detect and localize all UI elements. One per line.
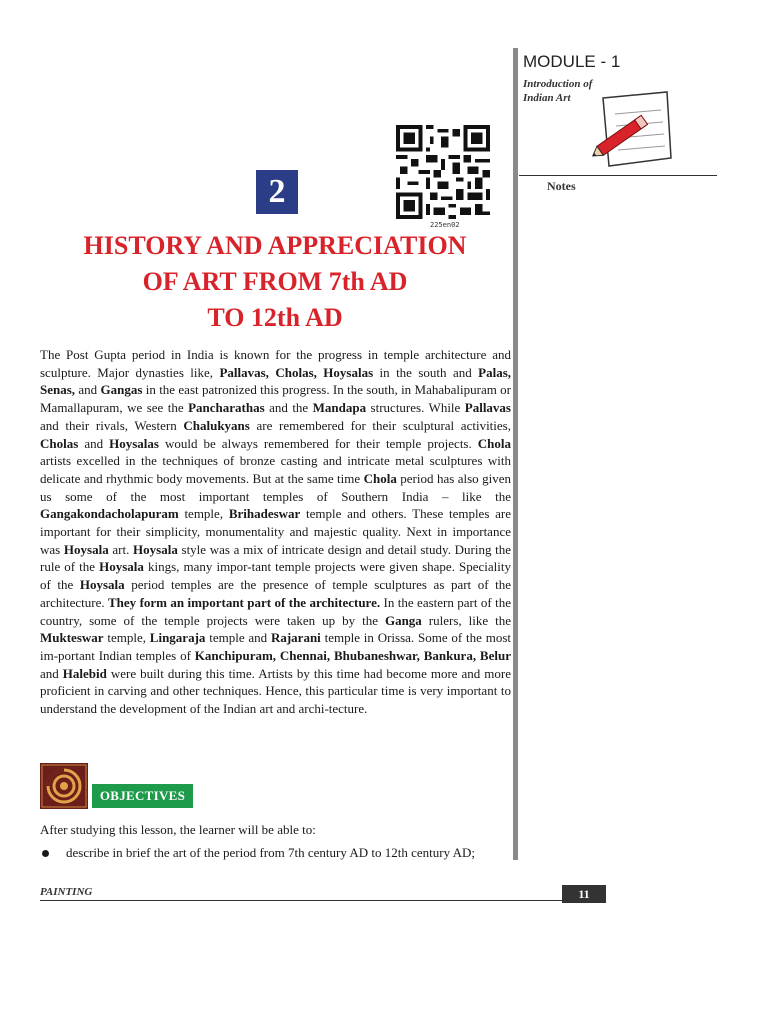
body-bold-run: Halebid	[62, 665, 107, 681]
page-number: 11	[562, 885, 606, 903]
body-text-run: and their rivals, Western	[40, 417, 184, 433]
body-text-run: would be always remembered for their temple projects.	[158, 435, 478, 451]
body-text-run: kings, many impor-tant temple projects were given shape. Speciality of the	[40, 559, 512, 593]
chapter-title-line2: OF ART FROM 7th AD	[142, 267, 408, 296]
body-text-run: period has also given us some of the most important temples of Southern India – like the	[40, 470, 511, 504]
pencil-notepad-icon	[585, 84, 675, 174]
target-spiral-icon	[40, 763, 88, 809]
body-text-run: temple in Orissa. Some of the most im-portant Indian temples of	[40, 630, 511, 663]
objectives-badge: OBJECTIVES	[92, 784, 193, 808]
body-bold-run: Rajarani	[270, 630, 321, 646]
chapter-title	[40, 228, 510, 336]
body-text-run: and	[78, 435, 110, 451]
body-bold-run: Pallavas	[464, 400, 511, 416]
body-bold-run: Gangas	[100, 382, 143, 398]
body-text-run: were built during this time. Artists by this time had become more and more proficient in carving and other techniques. Hence, this particular time is very important to understand the development of the Indian art and archi-tecture.	[40, 665, 511, 717]
body-text-run: temple,	[103, 630, 150, 646]
body-text-run: style was a mix of intricate design and detail study. During the rule of the	[40, 541, 512, 575]
body-bold-run: Hoysala	[79, 577, 125, 593]
chapter-number: 2	[256, 170, 298, 214]
footer-subject: PAINTING	[40, 886, 93, 898]
body-bold-run: Chalukyans	[183, 417, 250, 433]
notes-label: Notes	[547, 179, 576, 193]
body-bold-run: Chola	[477, 435, 511, 451]
body-text-run: in the south and	[373, 364, 479, 380]
objective-item: describe in brief the art of the period from 7th century AD to 12th century AD;	[66, 845, 476, 860]
body-bold-run: Hoysala	[63, 541, 109, 557]
body-bold-run: Brihadeswar	[228, 506, 301, 522]
body-text-run: art.	[108, 541, 134, 557]
body-text-run: in the east patronized this progress. In the south, in Mahabalipuram or Mamallapuram, we see the	[40, 382, 511, 416]
qr-code-icon	[396, 125, 490, 219]
body-text-run: artists excelled in the techniques of bronze casting and intricate metal sculptures with delicate and rhythmic body movements. But at the same time	[40, 453, 511, 486]
body-bold-run: Ganga	[384, 612, 422, 628]
body-text-run: and the	[264, 400, 313, 416]
objectives-intro: After studying this lesson, the learner will be able to:	[40, 822, 316, 837]
module-subtitle-line1: Introduction of	[523, 78, 593, 90]
body-bold-run: Palas, Senas,	[40, 364, 512, 398]
body-text-run: In the eastern part of the country, some of the temple projects were taken up by the	[40, 594, 511, 628]
qr-caption: 225en02	[430, 221, 460, 229]
body-text-run: and	[40, 665, 63, 681]
chapter-title-line3: TO 12th AD	[207, 303, 343, 332]
body-text-run: temple and others. These temples are important for their simplicity, monumentality and majestic quality. Next in importance was	[40, 506, 511, 557]
body-bold-run: Kanchipuram, Chennai, Bhubaneshwar, Bankura, Belur	[194, 647, 511, 663]
footer-rule	[40, 900, 570, 901]
sidebar-divider	[513, 48, 518, 860]
notes-rule	[519, 175, 717, 176]
body-text-run: temple,	[178, 506, 229, 522]
body-text-run: rulers, like the	[421, 612, 511, 628]
bullet-dot	[42, 850, 49, 857]
module-subtitle	[523, 77, 592, 105]
body-bold-run: Mandapa	[312, 400, 367, 416]
body-bold-run: Chola	[363, 470, 397, 486]
body-bold-run: Pallavas, Cholas, Hoysalas	[219, 364, 374, 380]
body-bold-run: Pancharathas	[188, 400, 265, 416]
body-paragraph	[40, 346, 511, 718]
body-bold-run: They form an important part of the architecture.	[108, 594, 381, 610]
body-bold-run: Lingaraja	[149, 630, 206, 646]
body-bold-run: Mukteswar	[40, 630, 104, 646]
chapter-title-line1: HISTORY AND APPRECIATION	[83, 231, 467, 260]
body-bold-run: Hoysalas	[109, 435, 159, 451]
body-text-run: are remembered for their sculptural activities,	[249, 417, 511, 433]
body-text-run: structures. While	[366, 400, 465, 416]
body-text-run: temple and	[205, 630, 271, 646]
module-subtitle-line2: Indian Art	[523, 92, 571, 104]
body-bold-run: Gangakondacholapuram	[40, 506, 179, 522]
module-title: MODULE - 1	[523, 52, 621, 71]
body-text-run: period temples are the presence of temple sculptures as part of the architecture.	[40, 577, 512, 610]
body-text-run: The Post Gupta period in India is known for the progress in temple architecture and sculpture. Major dynasties like,	[40, 347, 511, 380]
body-bold-run: Hoysala	[99, 559, 144, 575]
body-text-run: and	[75, 382, 101, 398]
body-bold-run: Hoysala	[133, 541, 178, 557]
body-bold-run: Cholas	[40, 435, 79, 451]
